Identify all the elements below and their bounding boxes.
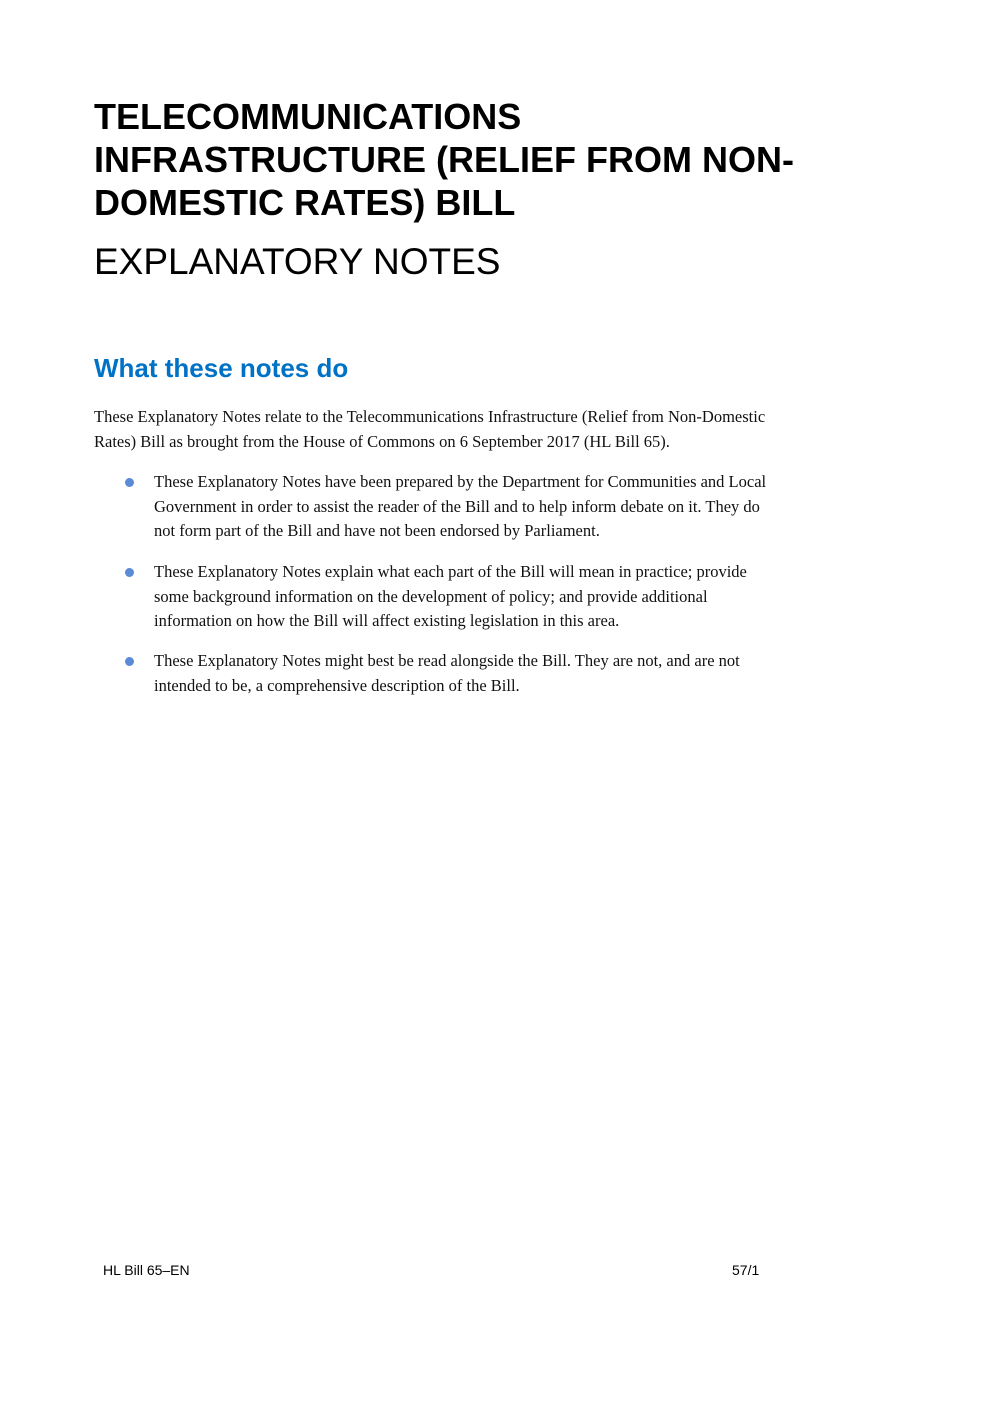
text-line: Rates) Bill as brought from the House of Commons on 6 September 2017 (HL Bill 65). — [94, 431, 670, 451]
footer-bill-reference: HL Bill 65–EN — [103, 1262, 190, 1278]
text-line: These Explanatory Notes relate to the Telecommunications Infrastructure (Relief from Non-Domestic — [94, 407, 766, 426]
text-line: some background information on the development of policy; and provide additional — [154, 586, 708, 606]
intro-paragraph — [94, 405, 765, 454]
text-line: intended to be, a comprehensive description of the Bill. — [154, 675, 520, 695]
section-heading: What these notes do — [94, 353, 349, 383]
text-line: Government in order to assist the reader of the Bill and to help inform debate on it. They do — [154, 496, 760, 516]
title-line: DOMESTIC RATES) BILL — [94, 182, 516, 223]
bullet-icon — [125, 478, 134, 487]
title-line: INFRASTRUCTURE (RELIEF FROM NON- — [94, 139, 794, 180]
text-line: These Explanatory Notes explain what each part of the Bill will mean in practice; provide — [154, 562, 747, 581]
text-line: These Explanatory Notes might best be read alongside the Bill. They are not, and are not — [154, 651, 740, 670]
footer-page-number: 57/1 — [732, 1262, 760, 1278]
title-line: TELECOMMUNICATIONS — [94, 96, 522, 137]
text-line: These Explanatory Notes have been prepared by the Department for Communities and Local — [154, 472, 767, 491]
bullet-item — [154, 649, 740, 698]
document-subtitle: EXPLANATORY NOTES — [94, 241, 501, 282]
text-line: information on how the Bill will affect existing legislation in this area. — [154, 611, 620, 630]
bullet-item — [154, 470, 766, 544]
document-title — [94, 95, 794, 224]
text-line: not form part of the Bill and have not been endorsed by Parliament. — [154, 521, 600, 540]
bullet-icon — [125, 568, 134, 577]
bullet-icon — [125, 657, 134, 666]
bullet-item — [154, 560, 747, 634]
